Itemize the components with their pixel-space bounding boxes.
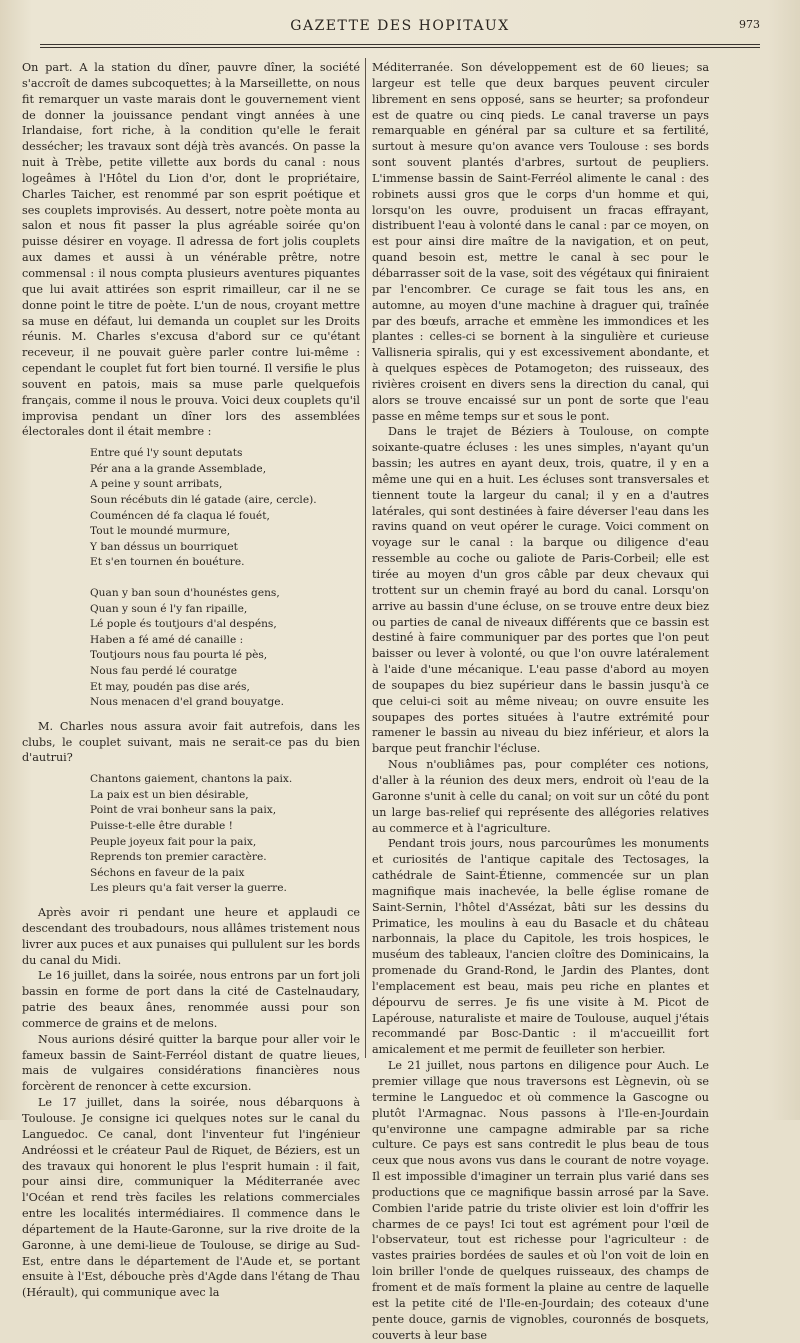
verse-line: Quan y soun é l'y fan ripaille,	[90, 602, 248, 615]
verse-line: Peuple joyeux fait pour la paix,	[90, 835, 257, 848]
paragraph: Méditerranée. Son développement est de 60 lieues; sa largeur est telle que deux barques peuvent circuler librement en sens opposé, sans se heurter; sa profondeur est de quatre ou cinq pieds. Le canal traverse un pays remarquable en général par sa culture et sa fertilité, surtout à mesure qu'on avance vers Toulouse : ses bords sont souvent plantés d'arbres, surtout de peupliers. L'immense bassin de Saint-Ferréol alimente le canal : des robinets aussi gros que le corps d'un homme et qui, lorsqu'on les ouvre, produisent un fracas effrayant, distribuent l'eau à volonté dans le canal : par ce moyen, on est pour ainsi dire maître de la navigation, et on peut, quand besoin est, mettre le canal à sec pour le débarrasser soit de la vase, soit des végétaux qui finiraient par l'encombrer. Ce curage se fait tous les ans, en automne, au moyen d'une machine à draguer qui, traînée par des bœufs, arrache et emmène les immondices et les plantes : celles-ci se bornent à la singulière et curieuse Vallisneria spiralis, qui y est excessivement abondante, et à quelques espèces de Potamogeton; des ruisseaux, des rivières croisent en divers sens la direction du canal, qui alors se trouve encaissé sur un pont de sorte que l'eau passe en même temps sur et sous le pont.	[372, 61, 709, 423]
header-rule	[40, 44, 760, 45]
stanza-gap	[90, 571, 360, 586]
verse-line: Séchons en faveur de la paix	[90, 866, 245, 879]
verse-line: Entre qué l'y sount deputats	[90, 447, 243, 460]
verse-line: Puisse-t-elle être durable !	[90, 820, 233, 833]
page-header	[40, 14, 760, 42]
paragraph: M. Charles nous assura avoir fait autrefois, dans les clubs, le couplet suivant, mais ne serait-ce pas du bien d'autrui?	[22, 719, 360, 765]
verse-line: Reprends ton premier caractère.	[90, 851, 267, 864]
verse-line: A peine y sount arribats,	[90, 478, 223, 491]
paragraph: On part. A la station du dîner, pauvre dîner, la société s'accroît de dames subcoquettes; à la Marseillette, on nous fit remarquer un vaste marais dont le gouvernement vient de donner la jouissance pendant vingt années à une Irlandaise, fort riche, à la condition qu'elle le ferait dessécher; les travaux sont déjà très avancés. On passe la nuit à Trèbe, petite villette aux bords du canal : nous logeâmes à l'Hôtel du Lion d'or, dont le propriétaire, Charles Taicher, est renommé par son esprit poétique et ses couplets improvisés. Au dessert, notre poète monta au salon et nous fit passer la plus agréable soirée qu'on puisse désirer en voyage. Il adressa de fort jolis couplets aux dames et aussi à un vénérable prêtre, notre commensal : il nous compta plusieurs aventures piquantes que lui avait attirées son esprit rimailleur, car il ne se donne point le titre de poète. L'un de nous, croyant mettre sa muse en défaut, lui demanda un couplet sur les Droits réunis. M. Charles s'excusa d'abord sur ce qu'étant receveur, il ne pouvait guère parler contre lui-même : cependant le couplet fut fort bien tourné. Il versifie le plus souvent en patois, mais sa muse parle quelquefois français, comme il nous le prouva. Voici deux couplets qu'il improvisa pendant un dîner lors des assemblées électorales dont il était membre :	[22, 61, 360, 439]
verse-line: Point de vrai bonheur sans la paix,	[90, 804, 277, 817]
verse-line: Et s'en tournen én bouéture.	[90, 556, 245, 569]
column-divider	[365, 58, 366, 1058]
paragraph: Dans le trajet de Béziers à Toulouse, on compte soixante-quatre écluses : les unes simples, n'ayant qu'un bassin; les autres en ayant deux, trois, quatre, il y en a même une qui en a huit. Les écluses sont transversales et tiennent toute la largeur du canal; il y en a d'autres latérales, qui sont destinées à faire déverser l'eau dans les ravins quand on veut opérer le curage. Voici comment on voyage sur le canal : la barque ou diligence d'eau ressemble au coche ou galiote de Paris-Corbeil; elle est tirée au moyen d'un gros câble par deux chevaux qui trottent sur un chemin frayé au bord du canal. Lorsqu'on arrive au bassin d'une écluse, on se trouve entre deux biez ou parties de canal de niveaux différents que ce bassin est destiné à faire communiquer par des portes que l'on peut baisser ou lever à volonté, ou que l'on ouvre latéralement à l'aide d'une mécanique. L'eau passe d'abord au moyen de soupapes du biez supérieur dans le bassin jusqu'à ce que celui-ci soit au même niveau; on ouvre ensuite les soupapes des portes situées à l'autre extrémité pour ramener le bassin au niveau du biez inférieur, et alors la barque peut franchir l'écluse.	[372, 425, 709, 756]
verse-line: Et may, poudén pas dise arés,	[90, 680, 250, 693]
verse-line: Chantons gaiement, chantons la paix.	[90, 773, 293, 786]
verse-line: Haben a fé amé dé canaille :	[90, 633, 244, 646]
verse-line: Couméncen dé fa claqua lé fouét,	[90, 509, 270, 522]
paragraph: Nous n'oubliâmes pas, pour compléter ces notions, d'aller à la réunion des deux mers, endroit où l'eau de la Garonne s'unit à celle du canal; on voit sur un côté du pont un large bas-relief qui représente des allégories relatives au commerce et à l'agriculture.	[372, 758, 709, 835]
paragraph: Après avoir ri pendant une heure et applaudi ce descendant des troubadours, nous allâmes tristement nous livrer aux puces et aux punaises qui pullulent sur les bords du canal du Midi.	[22, 906, 360, 967]
verse-line: La paix est un bien désirable,	[90, 788, 249, 801]
paragraph: Le 16 juillet, dans la soirée, nous entrons par un fort joli bassin en forme de port dans la cité de Castelnaudary, patrie des beaux ânes, renommée aussi pour son commerce de grains et de melons.	[22, 969, 360, 1030]
right-column	[372, 60, 709, 1343]
page-number: 973	[739, 18, 760, 31]
verse-line: Soun récébuts din lé gatade (aire, cercle).	[90, 494, 317, 507]
verse-line: Les pleurs qu'a fait verser la guerre.	[90, 882, 287, 895]
running-title: GAZETTE DES HOPITAUX	[290, 18, 510, 34]
verse-line: Nous fau perdé lé couratge	[90, 664, 238, 677]
verse-line: Lé pople és toutjours d'al despéns,	[90, 618, 277, 631]
paragraph: Le 17 juillet, dans la soirée, nous débarquons à Toulouse. Je consigne ici quelques notes sur le canal du Languedoc. Ce canal, dont l'inventeur fut l'ingénieur Andréossi et le créateur Paul de Riquet, de Béziers, est un des travaux qui honorent le plus l'esprit humain : il fait, pour ainsi dire, communiquer la Méditerranée avec l'Océan et rend très faciles les relations commerciales entre les localités intermédiaires. Il commence dans le département de la Haute-Garonne, sur la rive droite de la Garonne, à une demi-lieue de Toulouse, se dirige au Sud-Est, entre dans le département de l'Aude et, se portant ensuite à l'Est, débouche près d'Agde dans l'étang de Thau (Hérault), qui communique avec la	[22, 1096, 360, 1300]
paragraph: Le 21 juillet, nous partons en diligence pour Auch. Le premier village que nous traversons est Lègnevin, où se termine le Languedoc et où commence la Gascogne ou plutôt l'Armagnac. Nous passons à l'Ile-en-Jourdain qu'environne une campagne admirable par sa riche culture. Ce pays est sans contredit le plus beau de tous ceux que nous avons vus dans le courant de notre voyage. Il est impossible d'imaginer un terrain plus varié dans ses productions que ce magnifique bassin arrosé par la Save. Combien l'aride patrie du triste olivier est loin d'offrir les charmes de ce pays! Ici tout est agrément pour l'œil de l'observateur, tout est richesse pour l'agriculteur : de vastes prairies bordées de saules et où l'on voit de loin en loin briller l'onde de quelques ruisseaux, des champs de froment et de maïs forment la plaine au centre de laquelle est la petite cité de l'Ile-en-Jourdain; des coteaux d'une pente douce, garnis de vignobles, couronnés de bosquets, couverts à leur base	[372, 1059, 709, 1342]
verse-line: Tout le moundé murmure,	[90, 525, 231, 538]
left-column	[22, 60, 360, 1301]
verse-block	[90, 446, 360, 711]
verse-line: Y ban déssus un bourriquet	[90, 540, 238, 553]
verse-line: Quan y ban soun d'hounéstes gens,	[90, 587, 280, 599]
paragraph: Pendant trois jours, nous parcourûmes les monuments et curiosités de l'antique capitale des Tectosages, la cathédrale de Saint-Étienne, commencée sur un plan magnifique mais inachevée, la belle église romane de Saint-Sernin, l'hôtel d'Assézat, bâti sur les dessins du Primatice, les moulins à eau du Basacle et du château narbonnais, la place du Capitole, les trois hospices, le muséum des tableaux, l'ancien cloître des Dominicains, la promenade du Grand-Rond, le Jardin des Plantes, dont l'emplacement est beau, mais peu riche en plantes et dépourvu de serres. Je fis une visite à M. Picot de Lapérouse, naturaliste et maire de Toulouse, auquel j'étais recommandé par Bosc-Dantic : il m'accueillit fort amicalement et me permit de feuilleter son herbier.	[372, 837, 709, 1057]
verse-block	[90, 772, 360, 897]
verse-line: Nous menacen d'el grand bouyatge.	[90, 696, 284, 709]
header-rule	[40, 47, 760, 48]
paragraph: Nous aurions désiré quitter la barque pour aller voir le fameux bassin de Saint-Ferréol distant de quatre lieues, mais de vulgaires considérations financières nous forcèrent de renoncer à cette excursion.	[22, 1032, 360, 1094]
verse-line: Toutjours nous fau pourta lé pès,	[90, 649, 268, 662]
verse-line: Pér ana a la grande Assemblade,	[90, 462, 267, 475]
